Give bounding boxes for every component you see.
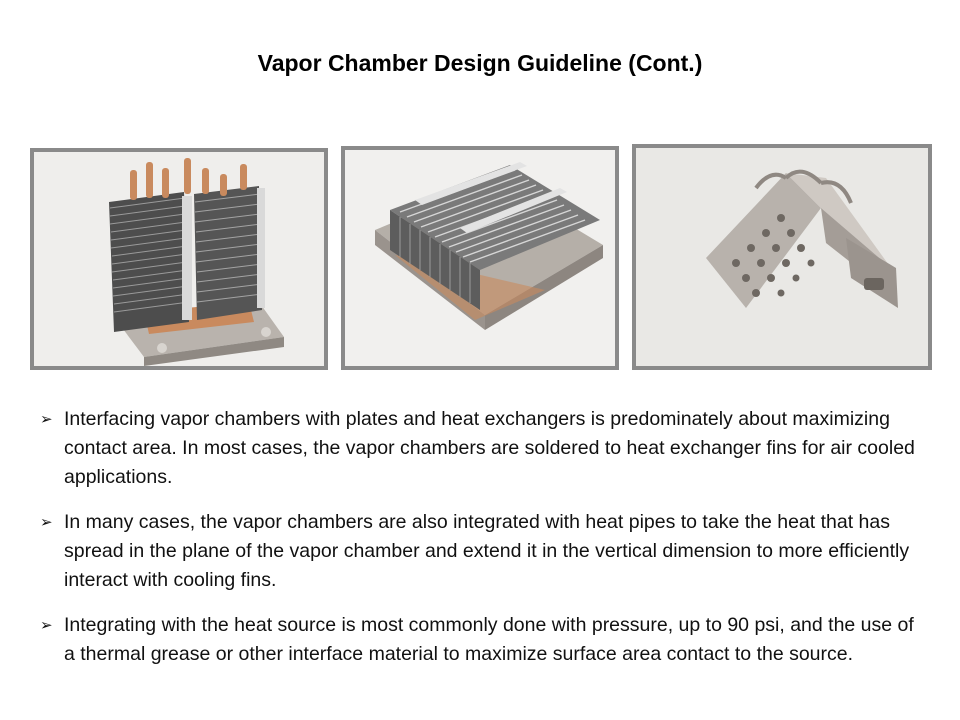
arrow-bullet-icon: ➢ [40, 617, 53, 634]
slide-title: Vapor Chamber Design Guideline (Cont.) [257, 50, 703, 76]
vapor-chamber-plate-photo [632, 144, 932, 370]
bullet-list [40, 405, 930, 685]
bullet-text: Integrating with the heat source is most commonly done with pressure, up to 90 psi, and the use of a thermal grease or other interface material to maximize surface area contact to the source. [64, 614, 914, 665]
arrow-bullet-icon: ➢ [40, 514, 53, 531]
bullet-text: Interfacing vapor chambers with plates and heat exchangers is predominately about maximizing contact area. In most cases, the vapor chambers are soldered to heat exchanger fins for air cooled applications. [64, 408, 915, 488]
arrow-bullet-icon: ➢ [40, 411, 53, 428]
bullet-item [40, 611, 930, 669]
bullet-text: In many cases, the vapor chambers are also integrated with heat pipes to take the heat that has spread in the plane of the vapor chamber and extend it in the vertical dimension to more efficiently interact with cooling fins. [64, 511, 910, 591]
heatsink-tower-photo [30, 148, 328, 370]
bullet-item [40, 508, 930, 595]
heatsink-lowprofile-photo [341, 146, 619, 370]
bullet-item [40, 405, 930, 492]
